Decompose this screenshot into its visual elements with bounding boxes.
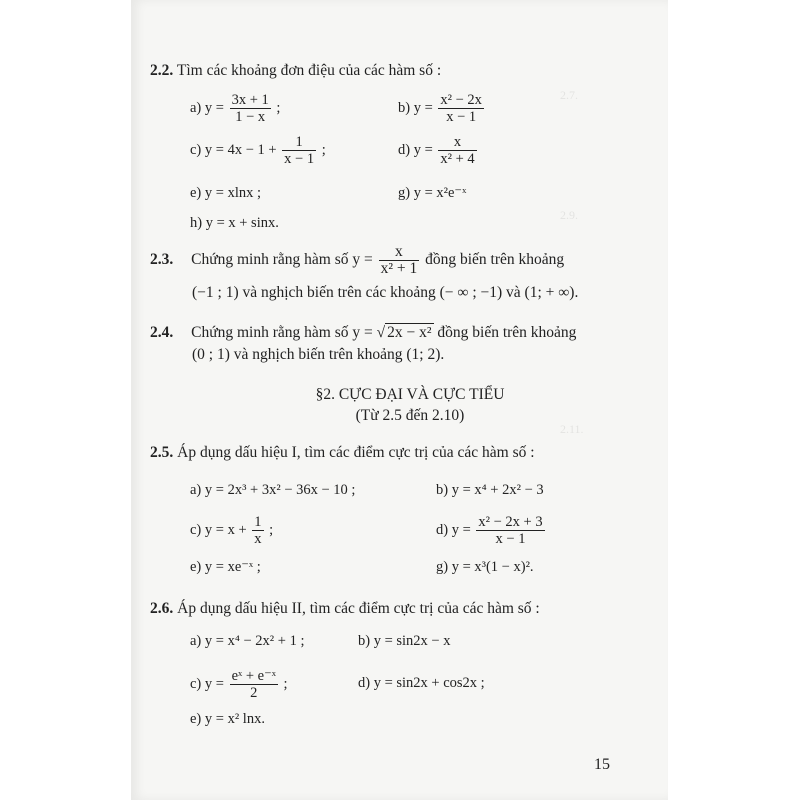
item-2-5-d: d) y = $\frac{\text{x² − 2x + 3}}{x - 1}$ — [436, 514, 543, 547]
problem-number: 2.2. — [150, 62, 174, 79]
page-number: 15 — [594, 756, 610, 773]
problem-number: 2.3. — [150, 251, 174, 269]
item-2-6-b: b) y = sin2x − x — [358, 633, 451, 649]
bleed-through: 2.11. — [560, 422, 584, 436]
problem-text: Áp dụng dấu hiệu I, tìm các điểm cực trị của các hàm số : — [177, 444, 535, 461]
fraction: $\frac{1}{x - 1}$ — [284, 134, 315, 167]
item-2-2-h: h) y = x + sinx. — [190, 215, 279, 231]
item-2-6-c: c) y = $\frac{\text{eˣ + e⁻ˣ}}{2}$ ; — [190, 668, 288, 701]
fraction: $\frac{3x + 1}{1 - x}$ — [231, 92, 269, 125]
item-2-5-g: g) y = x³(1 − x)². — [436, 559, 534, 575]
fraction: $\frac{\text{x² − 2x + 3}}{x - 1}$ — [478, 514, 543, 547]
item-2-6-a: a) y = x⁴ − 2x² + 1 ; — [190, 633, 305, 649]
item-2-2-d: d) y = $\frac{x}{\text{x² + 4}}$ — [398, 134, 475, 167]
item-2-6-e: e) y = x² lnx. — [190, 711, 265, 727]
problem-2-4-line2: (0 ; 1) và nghịch biến trên khoảng (1; 2). — [192, 346, 445, 363]
problem-2-3-line2: (−1 ; 1) và nghịch biến trên các khoảng (− ∞ ; −1) và (1; + ∞). — [192, 284, 579, 301]
section-title: §2. CỰC ĐẠI VÀ CỰC TIỂU — [315, 386, 505, 403]
item-2-5-e: e) y = xe⁻ˣ ; — [190, 559, 261, 575]
problem-text: Áp dụng dấu hiệu II, tìm các điểm cực trị của các hàm số : — [177, 600, 540, 617]
item-2-5-c: c) y = x + $\frac{1}{x}$ ; — [190, 514, 274, 547]
item-2-2-a: a) y = $\frac{3x + 1}{1 - x}$ ; — [190, 92, 281, 125]
bleed-through: 2.9. — [560, 208, 578, 222]
sqrt-icon: √ — [376, 324, 386, 341]
problem-number: 2.6. — [150, 600, 174, 617]
problem-2-4-line1: 2.4. Chứng minh rằng hàm số y = √ 2x − x² đồng biến trên khoảng — [150, 324, 577, 341]
item-2-2-e: e) y = xlnx ; — [190, 185, 261, 201]
problem-2-5-heading — [150, 444, 535, 462]
item-2-5-b: b) y = x⁴ + 2x² − 3 — [436, 482, 544, 498]
problem-2-2-heading — [150, 62, 441, 80]
problem-number: 2.4. — [150, 324, 174, 341]
item-2-2-c: c) y = 4x − 1 + $\frac{1}{x - 1}$ ; — [190, 134, 326, 167]
problem-2-6-heading — [150, 600, 540, 618]
bleed-through: 2.7. — [560, 88, 578, 102]
fraction: $\frac{x}{\text{x² + 1}}$ — [380, 243, 418, 277]
item-2-5-a: a) y = 2x³ + 3x² − 36x − 10 ; — [190, 482, 356, 498]
item-2-2-g: g) y = x²e⁻ˣ — [398, 185, 467, 201]
problem-2-3-line1: 2.3. Chứng minh rằng hàm số y = $\frac{x}{\text{x² + 1}}$ đồng biến trên khoảng — [150, 243, 565, 277]
fraction: $\frac{\text{x² − 2x}}{x - 1}$ — [440, 92, 482, 125]
fraction: $\frac{x}{\text{x² + 4}}$ — [440, 134, 475, 167]
item-2-2-b: b) y = $\frac{\text{x² − 2x}}{x - 1}$ — [398, 92, 482, 125]
problem-text: Tìm các khoảng đơn điệu của các hàm số : — [176, 62, 442, 79]
problem-number: 2.5. — [150, 444, 174, 461]
section-subtitle: (Từ 2.5 đến 2.10) — [355, 407, 465, 424]
fraction: $\frac{1}{x}$ — [254, 514, 262, 547]
fraction: $\frac{\text{eˣ + e⁻ˣ}}{2}$ — [231, 668, 276, 701]
item-2-6-d: d) y = sin2x + cos2x ; — [358, 675, 485, 691]
